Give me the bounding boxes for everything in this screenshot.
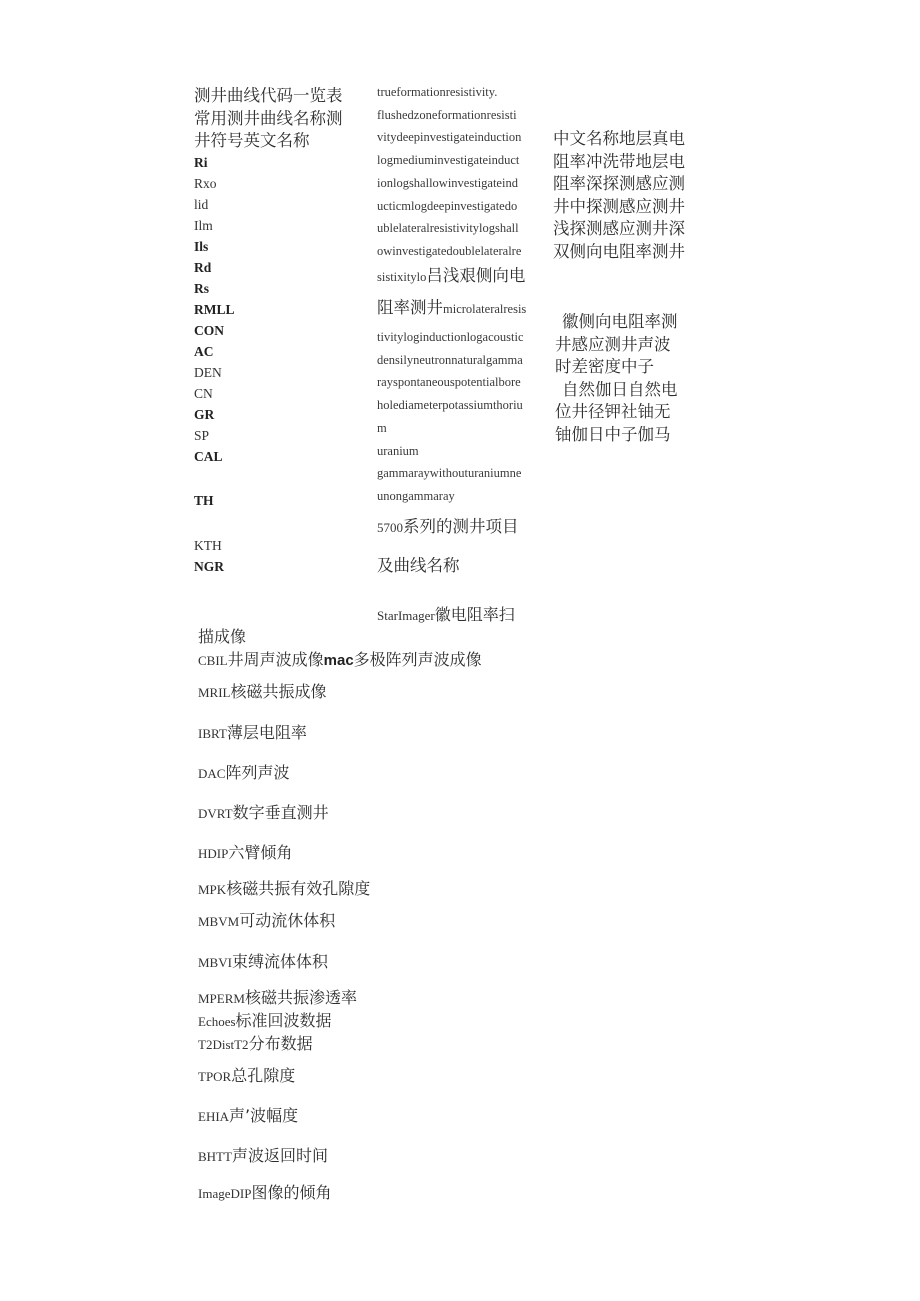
item-name: 徽电阻率扫 [434,605,515,624]
english-line: tivityloginductionlogacoustic [377,330,524,344]
chinese-line: 铀伽日中子伽马 [555,424,671,444]
english-line: m [377,420,387,435]
item-name: 声’波幅度 [229,1106,299,1125]
item-code: DAC [198,766,226,781]
list-item [198,879,370,900]
item-name: 六臂倾角 [228,843,293,862]
english-line: uranium [377,443,419,458]
english-line: ublelateralresistivitylogshall [377,221,519,236]
item-code: Echoes [198,1014,236,1029]
list-item [198,803,329,824]
english-line: gammaraywithouturaniumne [377,466,522,481]
list-item [198,952,328,973]
series-title-cont: 及曲线名称 [377,556,460,575]
list-item [198,763,289,784]
english-line: holediameterpotassiumthoriu [377,398,523,413]
list-item [198,1106,298,1127]
item-code: T2DistT2 [198,1037,249,1052]
english-name-column [377,81,521,263]
english-name-column-2 [377,326,524,508]
chinese-line: 中文名称地层真电 [553,129,685,148]
curve-code: CN [194,386,213,401]
item-code: IBRT [198,726,227,741]
curve-code: SP [194,428,210,443]
curve-code: TH [194,493,214,508]
curve-code: KTH [194,538,222,553]
item-code: MBVI [198,955,232,970]
english-line: rayspontaneouspotentialbore [377,375,521,390]
item-name: 薄层电阻率 [226,723,307,742]
item-code: TPOR [198,1069,232,1084]
item-code: StarImager [377,608,435,623]
item-name: 核磁共振渗透率 [244,988,357,1007]
english-line: owinvestigatedoublelateralre [377,243,522,258]
curve-code: lid [194,197,209,212]
chinese-line: 自然伽日自然电 [562,379,678,399]
chinese-fragment: 阻率测井 [377,298,443,317]
item-code: BHTT [198,1149,232,1164]
item-name: 井周声波成像 [227,650,324,669]
chinese-line: 时差密度中子 [555,357,654,376]
item-name: 图像的倾角 [251,1183,332,1202]
item-name: 核磁共振有效孔隙度 [226,879,371,898]
english-line: ionlogshallowinvestigateind [377,175,518,190]
chinese-line: 浅探测感应测井深 [553,219,685,238]
series-title [377,517,519,540]
item-code: ImageDIP [198,1186,252,1201]
english-mixed-line [377,266,525,289]
list-item [198,723,307,744]
chinese-line: 阻率冲洗带地层电 [553,151,685,171]
chinese-line: 双侧向电阻率测井 [553,241,685,261]
item-code: MPK [198,882,227,897]
item-code: MRIL [198,685,231,700]
curve-code: Ilm [194,218,213,233]
english-line: densilyneutronnaturalgamma [377,352,523,367]
chinese-line: 位井径钾社铀无 [555,402,671,421]
curve-code: Rs [194,281,210,296]
curve-code: Ils [194,239,209,254]
list-item [198,1011,332,1032]
curve-code: GR [194,407,215,422]
item-code: MPERM [198,991,245,1006]
curve-code: CON [194,323,224,338]
item-code: CBIL [198,653,228,668]
curve-code: CAL [194,449,223,464]
list-item [198,911,335,932]
english-line: vitydeepinvestigateinduction [377,130,522,145]
series-number: 5700 [377,520,403,535]
curve-code: RMLL [194,302,235,317]
item-code: DVRT [198,806,233,821]
list-item [198,1034,313,1055]
header-line: 井符号英文名称 [194,131,310,150]
list-item [198,1146,328,1167]
item-name: 可动流休体积 [239,911,336,930]
english-fragment: sistixitylo [377,270,427,284]
list-item [198,843,292,864]
chinese-line: 徽侧向电阻率测 [562,312,678,331]
list-item [198,682,327,703]
curve-code: Rxo [194,176,217,191]
item-name: 束缚流体体积 [231,952,328,971]
item-name: 分布数据 [248,1034,313,1053]
english-fragment: microlateralresis [443,302,527,316]
series-title-text: 系列的测井项目 [403,517,519,536]
curve-code: Ri [194,155,208,170]
item-name: 标准回波数据 [235,1011,332,1030]
header-line: 常用测井曲线名称测 [194,108,343,128]
curve-code: NGR [194,559,224,574]
list-item [198,1066,295,1087]
english-line: logmediuminvestigateinduct [377,153,520,168]
chinese-name-column-2 [555,311,678,446]
chinese-fragment: 吕浅艰侧向电 [426,266,526,285]
english-line: trueformationresistivity. [377,85,498,99]
item-name: 声波返回时间 [231,1146,328,1165]
list-item [198,1183,331,1204]
starimager-cont: 描成像 [198,627,247,646]
curve-code: DEN [194,365,222,380]
english-line: unongammaray [377,488,455,503]
chinese-line: 井中探测感应测井 [553,196,685,216]
curve-code: AC [194,344,214,359]
item-name: 阵列声波 [225,763,290,782]
english-line: ucticmlogdeepinvestigatedo [377,198,518,213]
curve-code: Rd [194,260,212,275]
list-item [198,988,357,1009]
chinese-line: 井感应测井声波 [555,334,671,354]
item-name: 总孔隙度 [231,1066,296,1085]
header-line: 测井曲线代码一览表 [194,86,343,105]
item-code: HDIP [198,846,229,861]
item-code: MBVM [198,914,240,929]
curve-code-column [194,152,235,467]
chinese-name-column [553,128,685,263]
item-code-bold: mac [323,652,354,669]
chinese-line: 阻率深探测感应测 [553,174,685,193]
list-item [198,650,482,671]
table-header [194,85,343,153]
english-line: flushedzoneformationresisti [377,107,517,122]
item-code: EHIA [198,1109,230,1124]
starimager-item [377,605,515,626]
item-name: 多极阵列声波成像 [353,650,482,669]
english-mixed-line [377,298,526,321]
item-name: 数字垂直测井 [232,803,329,822]
item-name: 核磁共振成像 [230,682,327,701]
